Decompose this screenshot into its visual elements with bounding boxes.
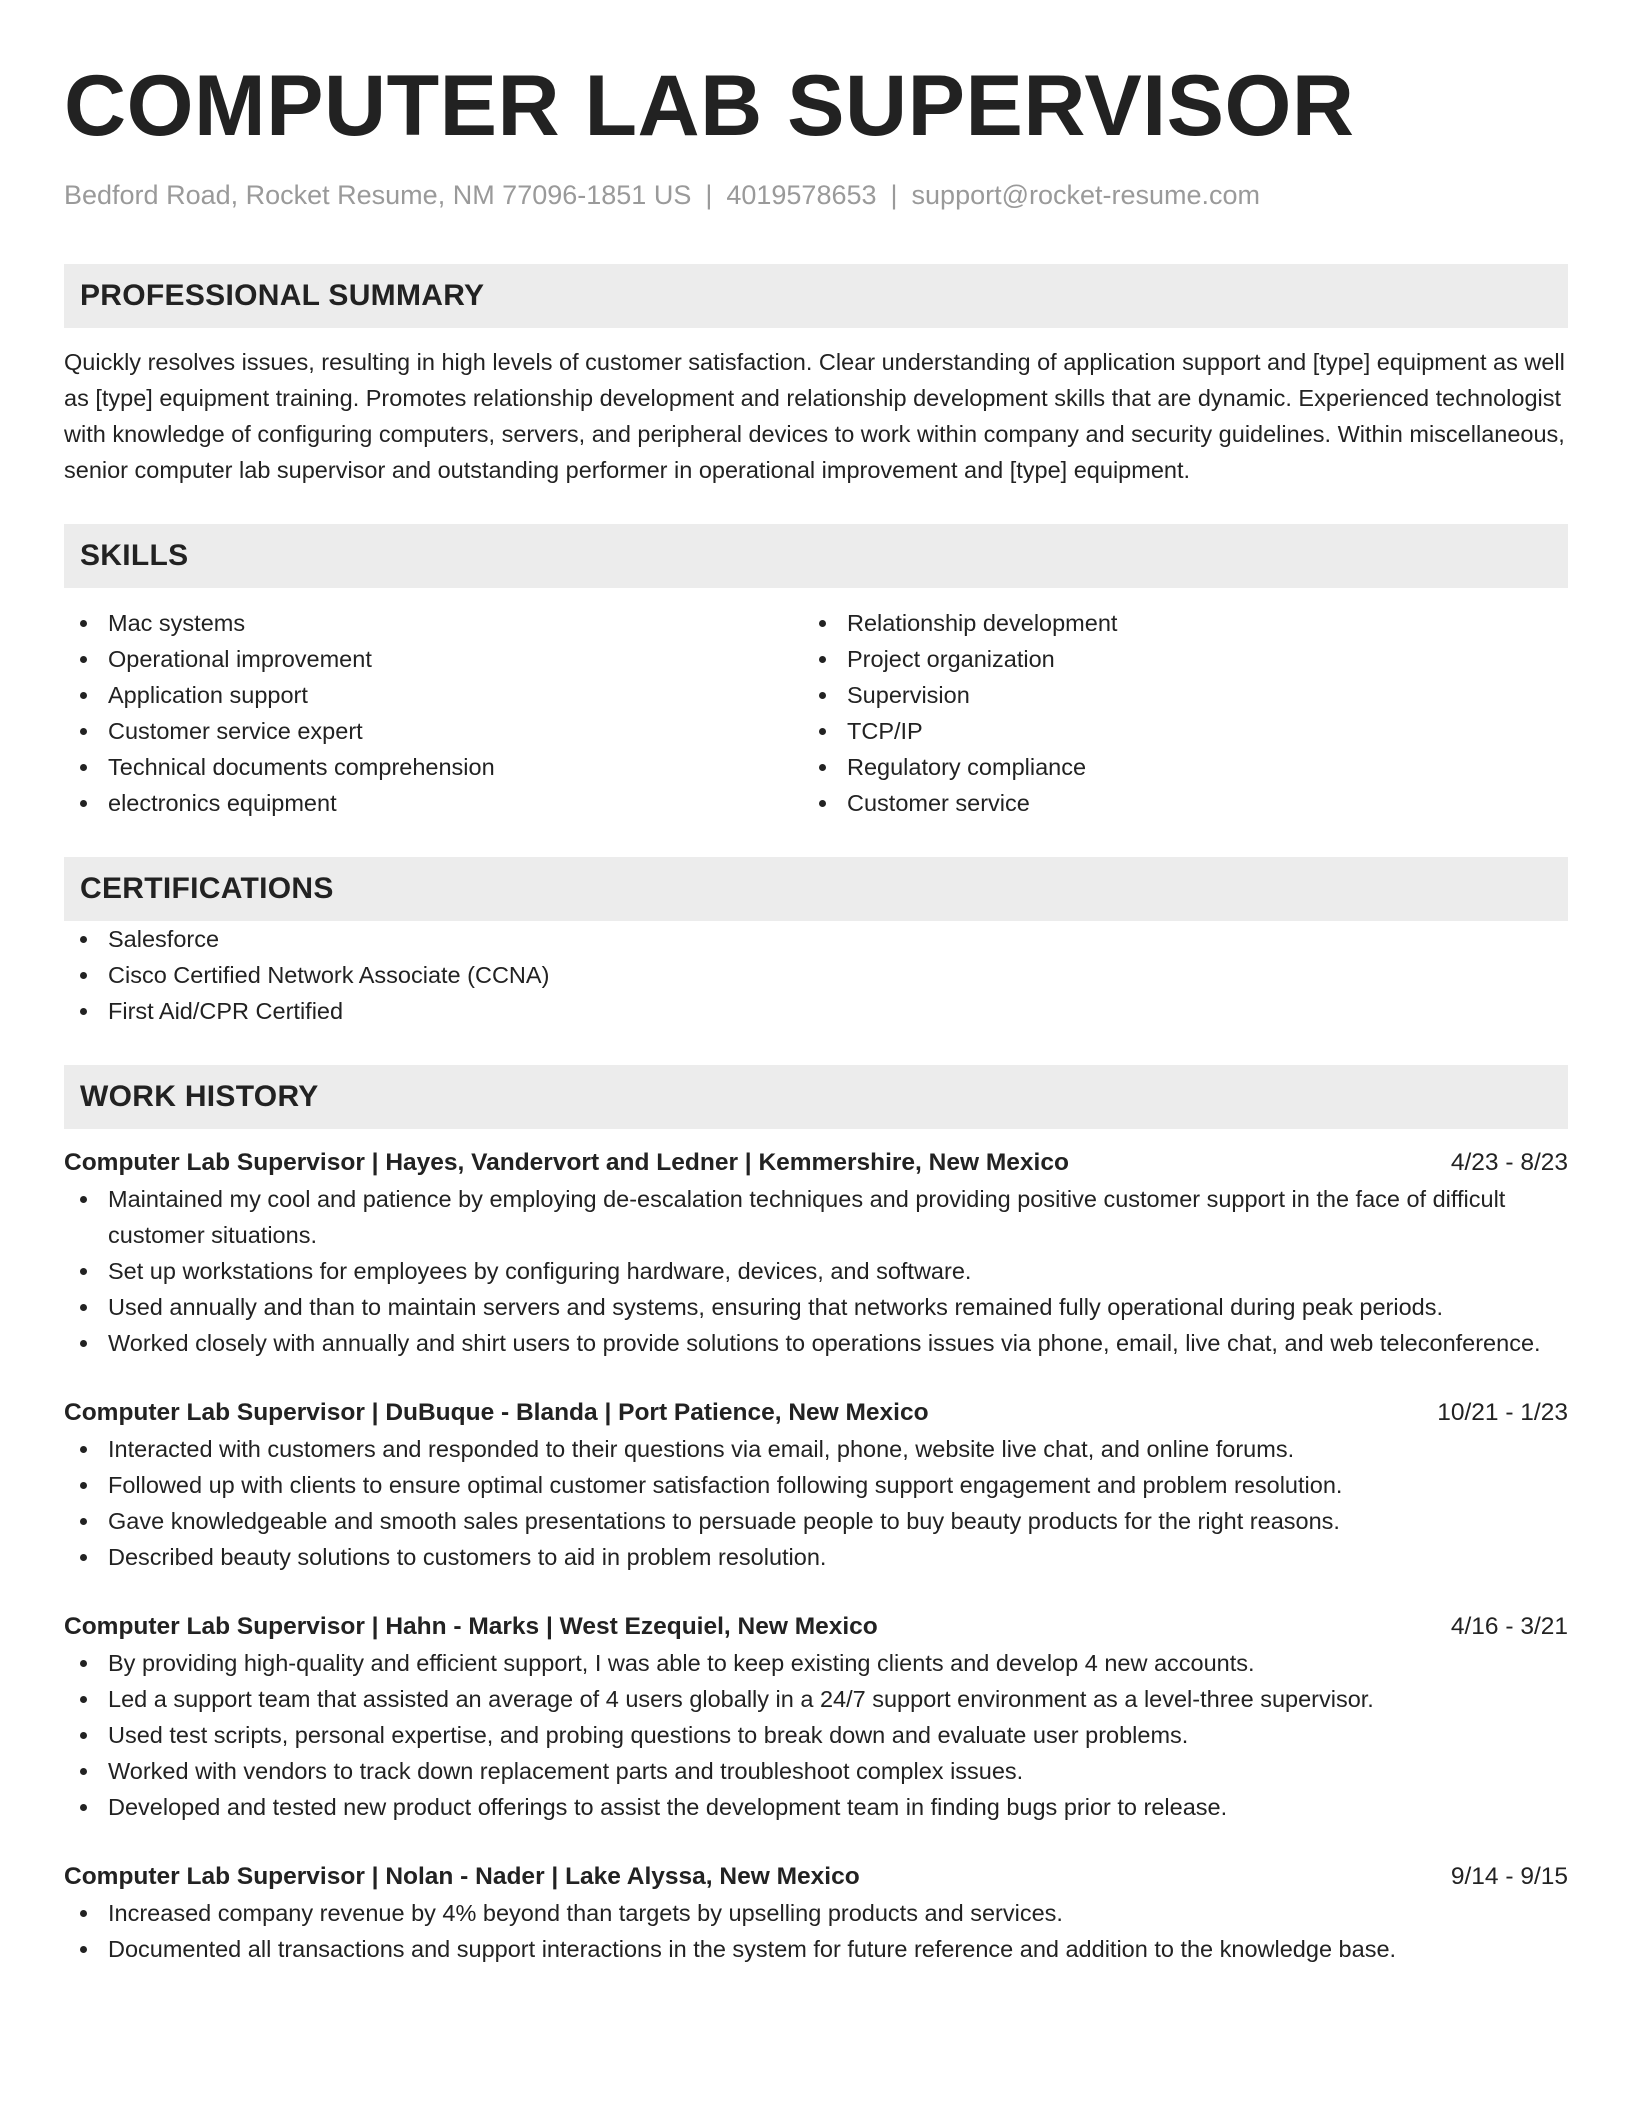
skill-item: TCP/IP [803, 713, 1542, 749]
section-header-summary: PROFESSIONAL SUMMARY [64, 264, 1568, 328]
certification-item: First Aid/CPR Certified [64, 993, 1568, 1029]
contact-email: support@rocket-resume.com [911, 180, 1261, 210]
job-bullet: Documented all transactions and support interactions in the system for future reference and addition to the knowledge base. [64, 1931, 1568, 1967]
skill-item: Relationship development [803, 605, 1542, 641]
certification-item: Salesforce [64, 921, 1568, 957]
skill-item: Customer service [803, 785, 1542, 821]
skills-columns [64, 605, 1568, 821]
job-bullets [64, 1645, 1568, 1825]
skill-item: Application support [64, 677, 803, 713]
job-header [64, 1145, 1568, 1181]
job-heading: Computer Lab Supervisor | Hahn - Marks | West Ezequiel, New Mexico [64, 1613, 878, 1640]
job-bullet: Set up workstations for employees by configuring hardware, devices, and software. [64, 1253, 1568, 1289]
job-dates: 4/16 - 3/21 [1450, 1613, 1568, 1640]
job-heading: Computer Lab Supervisor | DuBuque - Blanda | Port Patience, New Mexico [64, 1399, 929, 1426]
job-bullet: Used test scripts, personal expertise, and probing questions to break down and evaluate user problems. [64, 1717, 1568, 1753]
job-bullet: Led a support team that assisted an average of 4 users globally in a 24/7 support environment as a level-three supervisor. [64, 1681, 1568, 1717]
skills-column-left [64, 605, 803, 821]
job-bullets [64, 1181, 1568, 1361]
job-heading: Computer Lab Supervisor | Hayes, Vandervort and Ledner | Kemmershire, New Mexico [64, 1149, 1069, 1176]
job-header [64, 1609, 1568, 1645]
job-entry [64, 1395, 1568, 1575]
job-bullet: Described beauty solutions to customers to aid in problem resolution. [64, 1539, 1568, 1575]
job-bullet: Interacted with customers and responded to their questions via email, phone, website live chat, and online forums. [64, 1431, 1568, 1467]
section-header-work-history: WORK HISTORY [64, 1065, 1568, 1129]
job-bullet: Worked with vendors to track down replacement parts and troubleshoot complex issues. [64, 1753, 1568, 1789]
skill-item: Supervision [803, 677, 1542, 713]
skill-item: Regulatory compliance [803, 749, 1542, 785]
contact-line [64, 178, 1568, 212]
job-heading: Computer Lab Supervisor | Nolan - Nader | Lake Alyssa, New Mexico [64, 1863, 860, 1890]
contact-phone: 4019578653 [726, 180, 877, 210]
job-header [64, 1859, 1568, 1895]
summary-text: Quickly resolves issues, resulting in high levels of customer satisfaction. Clear understanding of application support and [type] equipment as well as [type] equipment training. Promotes relationship development and relationship development skills that are dynamic. Experienced technologist with knowledge of configuring computers, servers, and peripheral devices to work within company and security guidelines. Within miscellaneous, senior computer lab supervisor and outstanding performer in operational improvement and [type] equipment. [64, 349, 1565, 483]
job-bullets [64, 1431, 1568, 1575]
skill-item: electronics equipment [64, 785, 803, 821]
skills-list-left [64, 605, 803, 821]
contact-separator: | [890, 180, 898, 210]
skill-item: Project organization [803, 641, 1542, 677]
certifications-list [64, 921, 1568, 1029]
candidate-title: COMPUTER LAB SUPERVISOR [64, 58, 1355, 154]
skill-item: Mac systems [64, 605, 803, 641]
section-header-skills: SKILLS [64, 524, 1568, 588]
skills-column-right [803, 605, 1542, 821]
job-dates: 10/21 - 1/23 [1437, 1399, 1568, 1426]
job-bullet: Developed and tested new product offerings to assist the development team in finding bugs prior to release. [64, 1789, 1568, 1825]
skill-item: Customer service expert [64, 713, 803, 749]
job-dates: 4/23 - 8/23 [1450, 1149, 1568, 1176]
contact-address: Bedford Road, Rocket Resume, NM 77096-1851 US [64, 180, 692, 210]
section-header-certifications: CERTIFICATIONS [64, 857, 1568, 921]
skill-item: Technical documents comprehension [64, 749, 803, 785]
job-entry [64, 1609, 1568, 1825]
job-entry [64, 1145, 1568, 1361]
job-bullets [64, 1895, 1568, 1967]
job-entry [64, 1859, 1568, 1967]
certification-item: Cisco Certified Network Associate (CCNA) [64, 957, 1568, 993]
skills-list-right [803, 605, 1542, 821]
job-bullet: Increased company revenue by 4% beyond than targets by upselling products and services. [64, 1895, 1568, 1931]
job-dates: 9/14 - 9/15 [1450, 1863, 1568, 1890]
job-bullet: Maintained my cool and patience by employing de-escalation techniques and providing positive customer support in the face of difficult customer situations. [64, 1181, 1568, 1253]
skill-item: Operational improvement [64, 641, 803, 677]
job-bullet: Followed up with clients to ensure optimal customer satisfaction following support engagement and problem resolution. [64, 1467, 1568, 1503]
job-bullet: Used annually and than to maintain servers and systems, ensuring that networks remained fully operational during peak periods. [64, 1289, 1568, 1325]
job-bullet: Worked closely with annually and shirt users to provide solutions to operations issues via phone, email, live chat, and web teleconference. [64, 1325, 1568, 1361]
job-bullet: By providing high-quality and efficient support, I was able to keep existing clients and develop 4 new accounts. [64, 1645, 1568, 1681]
contact-separator: | [705, 180, 713, 210]
job-bullet: Gave knowledgeable and smooth sales presentations to persuade people to buy beauty products for the right reasons. [64, 1503, 1568, 1539]
job-header [64, 1395, 1568, 1431]
